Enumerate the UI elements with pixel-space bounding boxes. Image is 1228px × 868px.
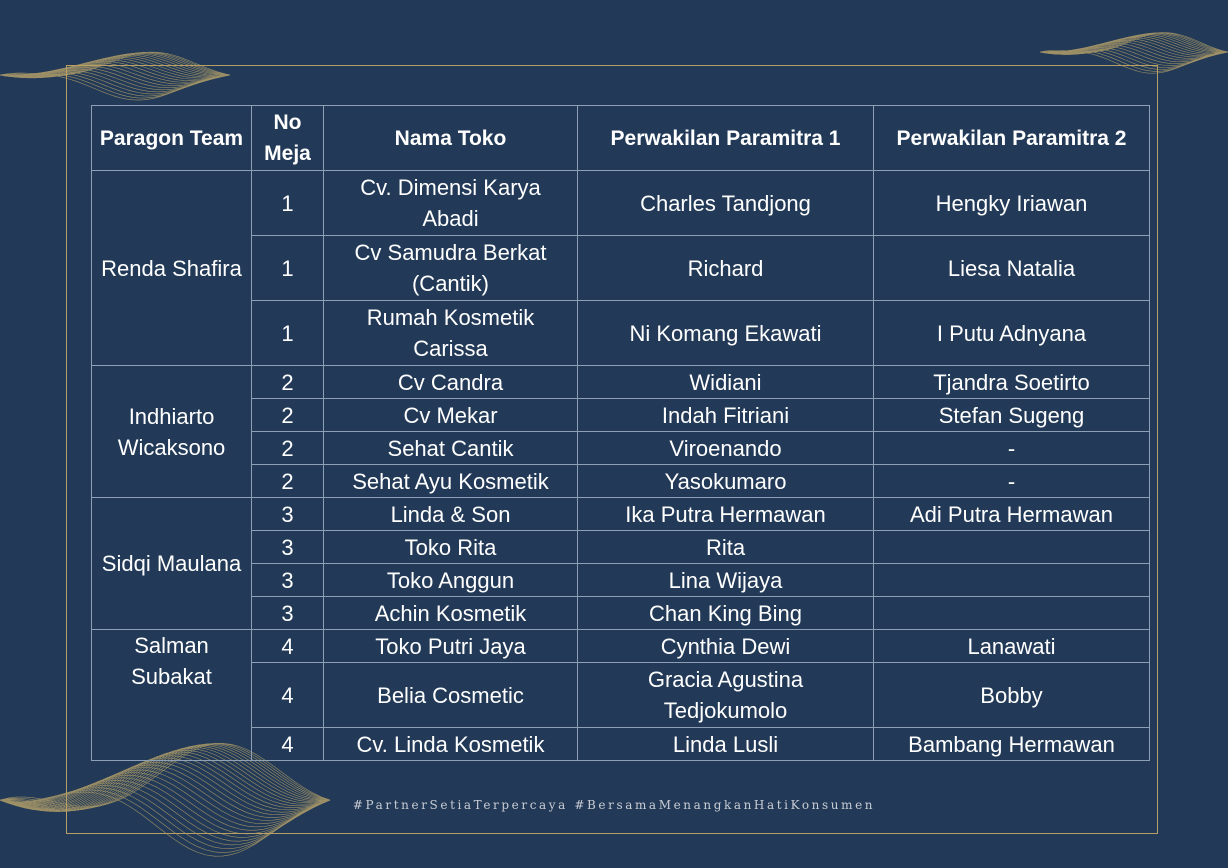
- meja-cell: 1: [252, 301, 324, 366]
- rep2-cell: [874, 531, 1150, 564]
- toko-cell: Rumah Kosmetik Carissa: [324, 301, 578, 366]
- meja-cell: 2: [252, 399, 324, 432]
- rep1-cell: Charles Tandjong: [578, 171, 874, 236]
- rep1-cell: Ika Putra Hermawan: [578, 498, 874, 531]
- team-cell: Sidqi Maulana: [92, 498, 252, 630]
- header-perwakilan-2: Perwakilan Paramitra 2: [874, 106, 1150, 171]
- rep1-cell: Rita: [578, 531, 874, 564]
- rep1-cell: Cynthia Dewi: [578, 630, 874, 663]
- rep2-cell: I Putu Adnyana: [874, 301, 1150, 366]
- rep2-cell: [874, 597, 1150, 630]
- meja-cell: 4: [252, 663, 324, 728]
- toko-cell: Toko Rita: [324, 531, 578, 564]
- rep2-cell: -: [874, 465, 1150, 498]
- rep1-cell: Lina Wijaya: [578, 564, 874, 597]
- rep1-cell: Gracia Agustina Tedjokumolo: [578, 663, 874, 728]
- meja-cell: 1: [252, 236, 324, 301]
- toko-cell: Sehat Ayu Kosmetik: [324, 465, 578, 498]
- meja-cell: 2: [252, 432, 324, 465]
- meja-cell: 4: [252, 630, 324, 663]
- meja-cell: 1: [252, 171, 324, 236]
- toko-cell: Linda & Son: [324, 498, 578, 531]
- footer-hashtags: #PartnerSetiaTerpercaya #BersamaMenangkanHatiKonsumen: [352, 798, 876, 812]
- rep1-cell: Ni Komang Ekawati: [578, 301, 874, 366]
- toko-cell: Cv Mekar: [324, 399, 578, 432]
- header-perwakilan-1: Perwakilan Paramitra 1: [578, 106, 874, 171]
- table-header-row: [92, 106, 1150, 171]
- rep2-cell: -: [874, 432, 1150, 465]
- rep2-cell: Bobby: [874, 663, 1150, 728]
- table-row: [92, 366, 1150, 399]
- meja-cell: 3: [252, 498, 324, 531]
- meja-cell: 3: [252, 564, 324, 597]
- meja-cell: 3: [252, 531, 324, 564]
- rep2-cell: Hengky Iriawan: [874, 171, 1150, 236]
- table-row: [92, 630, 1150, 663]
- toko-cell: Cv Samudra Berkat (Cantik): [324, 236, 578, 301]
- table-row: [92, 498, 1150, 531]
- rep1-cell: Viroenando: [578, 432, 874, 465]
- rep2-cell: Adi Putra Hermawan: [874, 498, 1150, 531]
- rep1-cell: Yasokumaro: [578, 465, 874, 498]
- rep1-cell: Widiani: [578, 366, 874, 399]
- rep1-cell: Chan King Bing: [578, 597, 874, 630]
- toko-cell: Belia Cosmetic: [324, 663, 578, 728]
- rep2-cell: Liesa Natalia: [874, 236, 1150, 301]
- rep1-cell: Indah Fitriani: [578, 399, 874, 432]
- header-nama-toko: Nama Toko: [324, 106, 578, 171]
- toko-cell: Sehat Cantik: [324, 432, 578, 465]
- rep2-cell: [874, 564, 1150, 597]
- toko-cell: Toko Anggun: [324, 564, 578, 597]
- seating-table: [91, 105, 1150, 761]
- rep2-cell: Tjandra Soetirto: [874, 366, 1150, 399]
- toko-cell: Cv. Linda Kosmetik: [324, 728, 578, 761]
- rep1-cell: Linda Lusli: [578, 728, 874, 761]
- header-no-meja: No Meja: [252, 106, 324, 171]
- meja-cell: 2: [252, 366, 324, 399]
- meja-cell: 2: [252, 465, 324, 498]
- meja-cell: 3: [252, 597, 324, 630]
- header-paragon-team: Paragon Team: [92, 106, 252, 171]
- team-cell: Indhiarto Wicaksono: [92, 366, 252, 498]
- rep2-cell: Bambang Hermawan: [874, 728, 1150, 761]
- toko-cell: Cv Candra: [324, 366, 578, 399]
- team-cell: Renda Shafira: [92, 171, 252, 366]
- toko-cell: Toko Putri Jaya: [324, 630, 578, 663]
- rep2-cell: Stefan Sugeng: [874, 399, 1150, 432]
- team-cell: Salman Subakat: [92, 630, 252, 761]
- table-row: [92, 171, 1150, 236]
- rep1-cell: Richard: [578, 236, 874, 301]
- rep2-cell: Lanawati: [874, 630, 1150, 663]
- meja-cell: 4: [252, 728, 324, 761]
- toko-cell: Achin Kosmetik: [324, 597, 578, 630]
- toko-cell: Cv. Dimensi Karya Abadi: [324, 171, 578, 236]
